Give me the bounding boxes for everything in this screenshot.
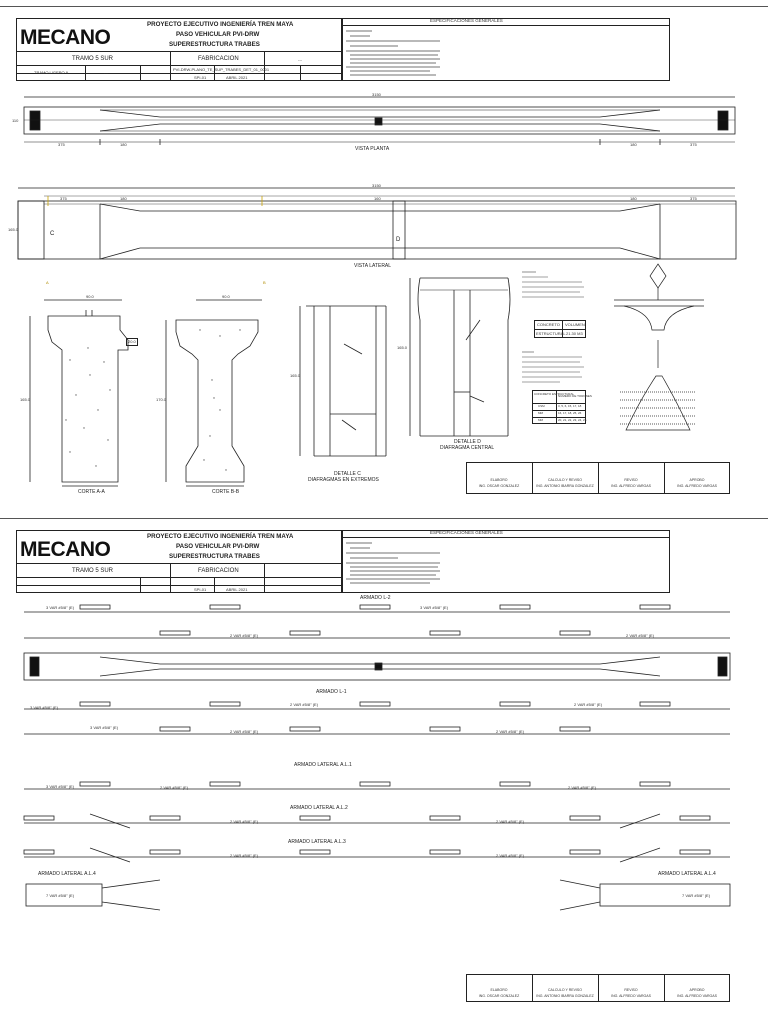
date: ABRIL 2021 bbox=[226, 75, 248, 80]
tramo-small: TRAMO LIGERO 9 bbox=[34, 70, 69, 75]
armado-l1-label: ARMADO L-1 bbox=[316, 689, 347, 695]
armado-l2-label: ARMADO L-2 bbox=[360, 595, 391, 601]
detalle-c-label: DETALLE C bbox=[334, 471, 361, 477]
detalle-d-label: DETALLE D bbox=[454, 439, 481, 445]
subtitle-2: SUPERESTRUCTURA TRABES bbox=[169, 41, 260, 48]
drawing-code: PVI-DRW-PLANO_TE_SUP_TRABES_DET_01_0001 bbox=[173, 67, 270, 72]
logo: MECANO bbox=[20, 26, 111, 49]
detalle-d-sub: DIAFRAGMA CENTRAL bbox=[440, 445, 495, 451]
armado-al1-label: ARMADO LATERAL A.L.1 bbox=[294, 762, 352, 768]
project-title: PROYECTO EJECUTIVO INGENIERÍA TREN MAYA bbox=[147, 21, 294, 28]
armado-al2-label: ARMADO LATERAL A.L.2 bbox=[290, 805, 348, 811]
vista-planta-label: VISTA PLANTA bbox=[355, 146, 390, 152]
corte-aa-label: CORTE A-A bbox=[78, 489, 105, 495]
tramo-label: TRAMO 5 SUR bbox=[72, 56, 114, 62]
armado-al3-label: ARMADO LATERAL A.L.3 bbox=[288, 839, 346, 845]
corte-bb-label: CORTE B-B bbox=[212, 489, 240, 495]
vista-lateral-label: VISTA LATERAL bbox=[354, 263, 392, 269]
fabricacion-label: FABRICACION bbox=[198, 56, 239, 62]
logo-2: MECANO bbox=[20, 538, 111, 561]
subtitle: PASO VEHICULAR PVI-DRW bbox=[176, 31, 260, 38]
armado-al4-left-label: ARMADO LATERAL A.L.4 bbox=[38, 871, 96, 877]
detalle-c-sub: DIAFRAGMAS EN EXTREMOS bbox=[308, 477, 379, 483]
sheet-code: SPI-01 bbox=[194, 75, 207, 80]
specs-title: ESPECIFICACIONES GENERALES bbox=[430, 18, 503, 23]
armado-al4-right-label: ARMADO LATERAL A.L.4 bbox=[658, 871, 716, 877]
